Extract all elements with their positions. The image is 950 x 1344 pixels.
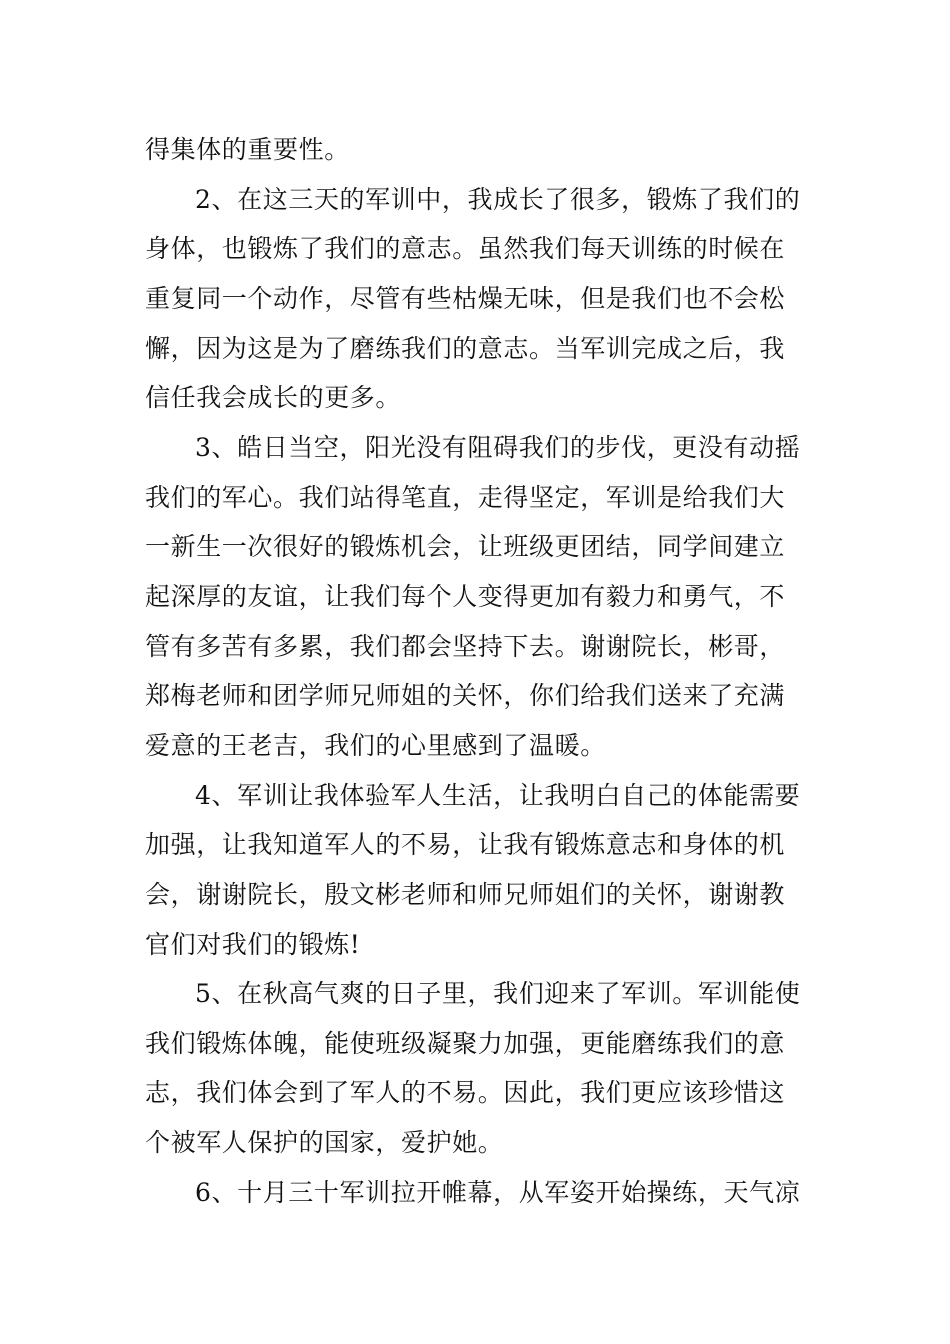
text-line: 我们锻炼体魄，能使班级凝聚力加强，更能磨练我们的意 — [145, 1029, 786, 1058]
text-line: 我们的军心。我们站得笔直，走得坚定，军训是给我们大 — [145, 483, 786, 512]
text-line: 管有多苦有多累，我们都会坚持下去。谢谢院长，彬哥， — [145, 632, 786, 661]
text-line: 爱意的王老吉，我们的心里感到了温暖。 — [145, 731, 606, 760]
text-line: 一新生一次很好的锻炼机会，让班级更团结，同学间建立 — [145, 532, 786, 561]
paragraph-2-start: 2、在这三天的军训中，我成长了很多，锻炼了我们的 — [195, 185, 801, 214]
text-line: 个被军人保护的国家，爱护她。 — [145, 1128, 504, 1157]
text-line: 官们对我们的锻炼! — [145, 930, 361, 959]
text-line: 加强，让我知道军人的不易，让我有锻炼意志和身体的机 — [145, 830, 786, 859]
paragraph-3-start: 3、皓日当空，阳光没有阻碍我们的步伐，更没有动摇 — [195, 433, 801, 462]
text-line: 信任我会成长的更多。 — [145, 383, 402, 412]
text-line: 身体，也锻炼了我们的意志。虽然我们每天训练的时候在 — [145, 234, 786, 263]
text-line: 起深厚的友谊，让我们每个人变得更加有毅力和勇气，不 — [145, 582, 786, 611]
paragraph-6-start: 6、十月三十军训拉开帷幕，从军姿开始操练，天气凉 — [195, 1178, 801, 1207]
paragraph-5-start: 5、在秋高气爽的日子里，我们迎来了军训。军训能使 — [195, 979, 801, 1008]
text-line: 郑梅老师和团学师兄师姐的关怀，你们给我们送来了充满 — [145, 681, 786, 710]
text-line: 得集体的重要性。 — [145, 135, 350, 164]
paragraph-4-start: 4、军训让我体验军人生活，让我明白自己的体能需要 — [195, 781, 801, 810]
text-line: 志，我们体会到了军人的不易。因此，我们更应该珍惜这 — [145, 1078, 786, 1107]
text-line: 懈，因为这是为了磨练我们的意志。当军训完成之后，我 — [145, 334, 786, 363]
text-line: 会，谢谢院长，殷文彬老师和师兄师姐们的关怀，谢谢教 — [145, 880, 786, 909]
text-line: 重复同一个动作，尽管有些枯燥无味，但是我们也不会松 — [145, 284, 786, 313]
